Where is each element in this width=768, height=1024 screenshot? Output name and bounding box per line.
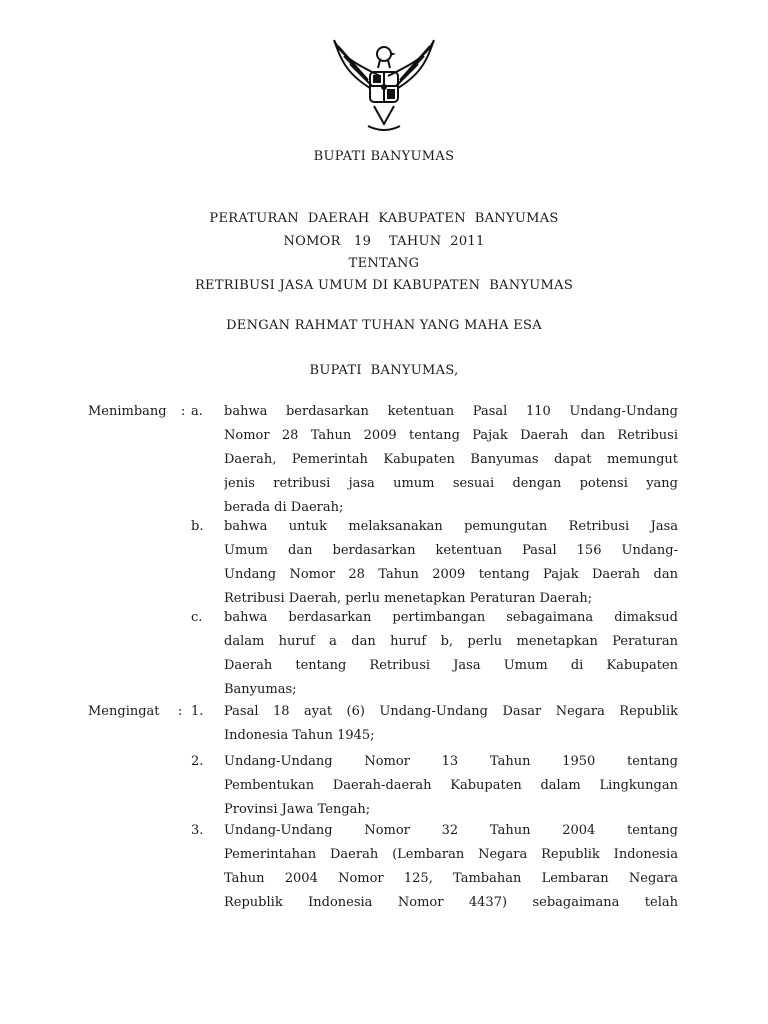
- regulation-subject: RETRIBUSI JASA UMUM DI KABUPATEN BANYUMAS: [194, 278, 574, 293]
- section-label-menimbang: Menimbang: [88, 404, 167, 419]
- item-text-line: Banyumas;: [224, 682, 297, 697]
- item-text-line: Pembentukan Daerah-daerah Kabupaten dalam Lingkungan: [224, 778, 678, 793]
- regulation-title: PERATURAN DAERAH KABUPATEN BANYUMAS: [209, 211, 559, 226]
- section-colon: :: [178, 704, 183, 719]
- item-text-line: Provinsi Jawa Tengah;: [224, 802, 371, 817]
- item-text-line: Daerah, Pemerintah Kabupaten Banyumas dapat memungut: [224, 452, 678, 467]
- item-marker: c.: [191, 610, 203, 625]
- item-text-line: Pemerintahan Daerah (Lembaran Negara Republik Indonesia: [224, 847, 678, 862]
- item-text-line: berada di Daerah;: [224, 500, 344, 515]
- item-text-line: Tahun 2004 Nomor 125, Tambahan Lembaran Negara: [224, 871, 678, 886]
- item-text-line: bahwa untuk melaksanakan pemungutan Retribusi Jasa: [224, 519, 678, 534]
- item-text-line: Retribusi Daerah, perlu menetapkan Peraturan Daerah;: [224, 591, 593, 606]
- item-text-line: Undang-Undang Nomor 13 Tahun 1950 tentang: [224, 754, 678, 769]
- invocation: DENGAN RAHMAT TUHAN YANG MAHA ESA: [226, 318, 542, 333]
- item-marker: 1.: [191, 704, 204, 719]
- regulation-number: NOMOR 19 TAHUN 2011: [283, 234, 485, 249]
- item-text-line: Daerah tentang Retribusi Jasa Umum di Kabupaten: [224, 658, 678, 673]
- item-marker: 2.: [191, 754, 204, 769]
- item-text-line: Pasal 18 ayat (6) Undang-Undang Dasar Negara Republik: [224, 704, 678, 719]
- item-marker: 3.: [191, 823, 204, 838]
- item-text-line: Nomor 28 Tahun 2009 tentang Pajak Daerah dan Retribusi: [224, 428, 678, 443]
- item-text-line: Indonesia Tahun 1945;: [224, 728, 375, 743]
- item-text-line: bahwa berdasarkan pertimbangan sebagaimana dimaksud: [224, 610, 678, 625]
- item-marker: b.: [191, 519, 204, 534]
- item-text-line: Undang Nomor 28 Tahun 2009 tentang Pajak Daerah dan: [224, 567, 678, 582]
- office-heading: BUPATI BANYUMAS: [313, 149, 455, 164]
- item-text-line: Umum dan berdasarkan ketentuan Pasal 156 Undang-: [224, 543, 678, 558]
- item-text-line: Republik Indonesia Nomor 4437) sebagaimana telah: [224, 895, 678, 910]
- item-text-line: Undang-Undang Nomor 32 Tahun 2004 tentang: [224, 823, 678, 838]
- issuer: BUPATI BANYUMAS,: [309, 363, 459, 378]
- section-label-mengingat: Mengingat: [88, 704, 160, 719]
- section-colon: :: [181, 404, 186, 419]
- item-text-line: dalam huruf a dan huruf b, perlu menetapkan Peraturan: [224, 634, 678, 649]
- item-text-line: jenis retribusi jasa umum sesuai dengan potensi yang: [224, 476, 678, 491]
- item-marker: a.: [191, 404, 203, 419]
- garuda-emblem-icon: [330, 36, 438, 134]
- regulation-about: TENTANG: [348, 256, 420, 271]
- item-text-line: bahwa berdasarkan ketentuan Pasal 110 Undang-Undang: [224, 404, 678, 419]
